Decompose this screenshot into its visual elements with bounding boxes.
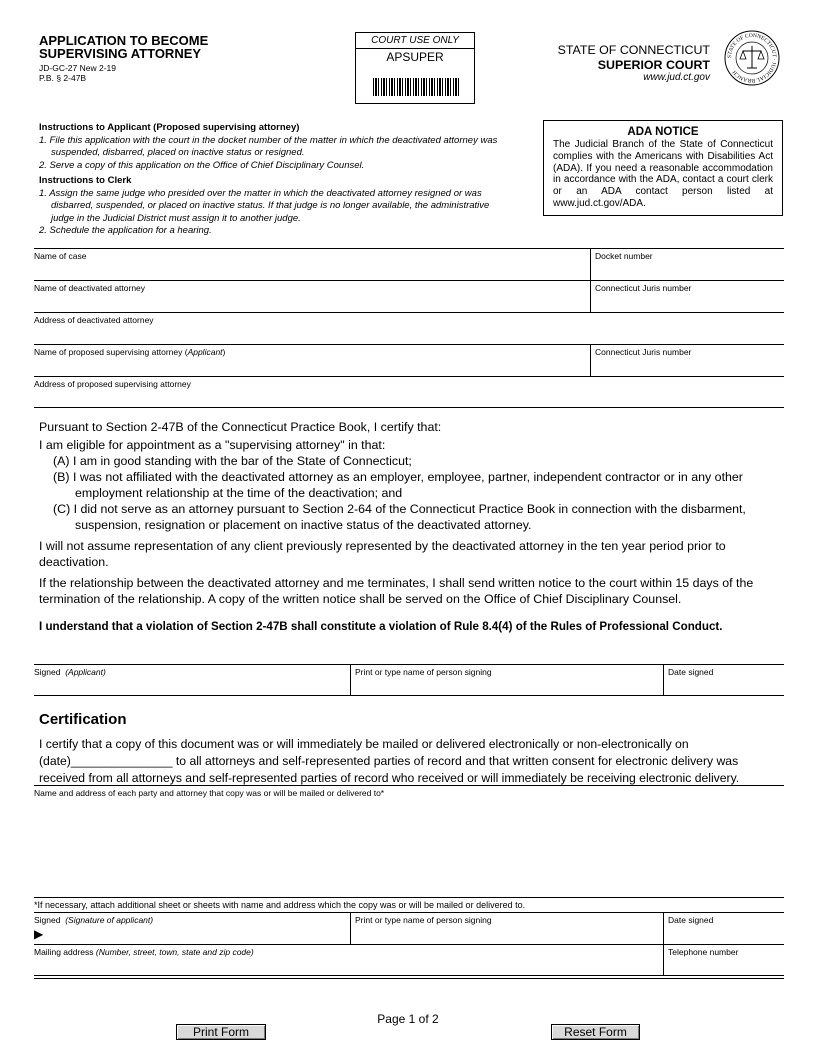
court-use-label: COURT USE ONLY (356, 33, 474, 49)
print-name-label-1: Print or type name of person signing (355, 667, 492, 677)
eligibility-item-c: (C) I did not serve as an attorney pursuant to Section 2-64 of the Connecticut Practice Book in connection with the disbarment, suspension, resignation or placement on inactive status of the deactivated attorney. (53, 502, 746, 532)
supervising-attorney-address-label: Address of proposed supervising attorney (34, 379, 191, 389)
state-seal-icon (724, 30, 780, 86)
footnote: *If necessary, attach additional sheet or sheets with name and address which the copy was or will be mailed or delivered to. (34, 900, 526, 910)
ada-notice (543, 120, 783, 216)
deactivated-attorney-address-label: Address of deactivated attorney (34, 315, 154, 325)
signed-applicant-text-2: (Signature of applicant) (65, 915, 154, 925)
form-number: JD-GC-27 New 2-19 (39, 63, 116, 73)
clerk-instruction-1: 1. Assign the same judge who presided over the matter in which the deactivated attorney resigned or was disbarred, suspended, or placed on inactive status. If that judge is no longer available, the administrative judge in the Judicial District must assign it to another judge. (39, 187, 490, 224)
mailing-text: Mailing address (34, 947, 94, 957)
certification-heading: Certification (39, 711, 127, 728)
supervising-attorney-address-field[interactable] (34, 376, 784, 408)
sign-here-arrow-icon: ▶ (34, 927, 44, 941)
page-number: Page 1 of 2 (377, 1012, 439, 1026)
instructions (39, 122, 509, 238)
website: www.jud.ct.gov (643, 72, 710, 83)
juris-number-label-2: Connecticut Juris number (595, 347, 692, 357)
juris-number-field-2[interactable] (590, 344, 784, 376)
certify-block (39, 419, 779, 635)
applicant-instructions-heading: Instructions to Applicant (Proposed supervising attorney) (39, 122, 300, 133)
court-use-box (355, 32, 475, 104)
eligibility-item-a: (A) I am in good standing with the bar of the State of Connecticut; (53, 454, 412, 468)
docket-number-label: Docket number (595, 251, 653, 261)
supervising-name-end: ) (222, 347, 226, 357)
form-title-line2: SUPERVISING ATTORNEY (39, 46, 202, 61)
signed-text: Signed (34, 667, 61, 677)
print-name-label-2: Print or type name of person signing (355, 915, 492, 925)
applicant-signed-label (34, 667, 106, 677)
docket-number-field[interactable] (590, 248, 784, 280)
mailing-address-label (34, 947, 254, 957)
juris-number-field-1[interactable] (590, 280, 784, 312)
date-signed-label-2: Date signed (668, 915, 714, 925)
applicant-instruction-2: 2. Serve a copy of this application on the Office of Chief Disciplinary Counsel. (39, 159, 365, 171)
date-signed-field-2[interactable] (663, 912, 784, 944)
clerk-instruction-2: 2. Schedule the application for a hearing. (39, 225, 212, 236)
form-title (39, 34, 208, 60)
certification-text-c: received from all attorneys and self-represented parties of record who received or will immediately be receiving electronic delivery. (39, 771, 740, 785)
date-signed-label-1: Date signed (668, 667, 714, 677)
name-of-case-label: Name of case (34, 251, 87, 261)
barcode (373, 78, 459, 96)
court-use-code: APSUPER (386, 50, 444, 64)
parties-address-label: Name and address of each party and attorney that copy was or will be mailed or delivered to* (34, 788, 385, 798)
mailing-address-field[interactable] (34, 944, 663, 976)
pb-reference: P.B. § 2-47B (39, 73, 87, 83)
eligibility-item-b: (B) I was not affiliated with the deactivated attorney as an employer, employee, partner, independent contractor or in any other employment relationship at the time of the deactivation; and (53, 470, 743, 500)
telephone-field[interactable] (663, 944, 784, 976)
ada-heading: ADA NOTICE (627, 126, 699, 138)
footnote-row (34, 897, 784, 912)
supervising-name-applicant: Applicant (187, 347, 223, 357)
deactivated-attorney-name-label: Name of deactivated attorney (34, 283, 146, 293)
form-title-line1: APPLICATION TO BECOME (39, 33, 209, 48)
mailing-detail-text: (Number, street, town, state and zip code) (95, 947, 254, 957)
telephone-label: Telephone number (668, 947, 739, 957)
supervising-attorney-name-label (34, 347, 225, 357)
supervising-attorney-name-field[interactable] (34, 344, 590, 376)
certification-text-b: (date)_______________ to all attorneys and self-represented parties of record and that written consent for electronic delivery was (39, 754, 739, 768)
print-name-field-2[interactable] (350, 912, 663, 944)
juris-number-label-1: Connecticut Juris number (595, 283, 692, 293)
print-name-field-1[interactable] (350, 664, 663, 696)
no-representation-statement: I will not assume representation of any client previously represented by the deactivated attorney in the ten year period prior to deactivation. (39, 539, 726, 569)
signed-applicant-text: (Applicant) (65, 667, 106, 677)
supervising-name-text: Name of proposed supervising attorney ( (34, 347, 188, 357)
violation-statement: I understand that a violation of Section 2-47B shall constitute a violation of Rule 8.4(4) of the Rules of Professional Conduct. (39, 620, 723, 633)
signed-text-2: Signed (34, 915, 61, 925)
termination-statement: If the relationship between the deactivated attorney and me terminates, I shall send written notice to the court within 15 days of the termination of the relationship. A copy of the written notice shall be served on the Office of Chief Disciplinary Counsel. (39, 576, 754, 606)
print-form-button[interactable]: Print Form (176, 1024, 266, 1040)
eligible-statement: I am eligible for appointment as a "supervising attorney" in that: (39, 438, 386, 452)
ada-text: The Judicial Branch of the State of Connecticut complies with the Americans with Disabilities Act (ADA). If you need a reasonable accommodation in accordance with the ADA, contact a court clerk or an ADA contact person listed at www.jud.ct.gov/ADA. (553, 139, 773, 209)
applicant-instruction-1: 1. File this application with the court in the docket number of the matter in which the deactivated attorney was suspended, disbarred, placed on inactive status or resigned. (39, 134, 498, 158)
state-name: STATE OF CONNECTICUT (557, 43, 710, 57)
certify-intro: Pursuant to Section 2-47B of the Connecticut Practice Book, I certify that: (39, 420, 442, 434)
certification-text-a: I certify that a copy of this document was or will immediately be mailed or delivered electronically or non-electronically on (39, 737, 689, 751)
bottom-rule (34, 978, 784, 979)
deactivated-attorney-name-field[interactable] (34, 280, 590, 312)
clerk-instructions-heading: Instructions to Clerk (39, 175, 132, 186)
deactivated-attorney-address-field[interactable] (34, 312, 784, 344)
seal-text: STATE OF CONNECTICUT · JUDICIAL BRANCH (726, 32, 778, 84)
applicant-signature-label-2 (34, 915, 153, 925)
certification-text (39, 736, 779, 787)
name-of-case-field[interactable] (34, 248, 590, 280)
date-signed-field-1[interactable] (663, 664, 784, 696)
court-name: SUPERIOR COURT (597, 58, 710, 72)
reset-form-button[interactable]: Reset Form (551, 1024, 640, 1040)
applicant-signature-field-2[interactable] (34, 912, 350, 944)
applicant-signature-field[interactable] (34, 664, 350, 696)
parties-address-field[interactable] (34, 785, 784, 897)
